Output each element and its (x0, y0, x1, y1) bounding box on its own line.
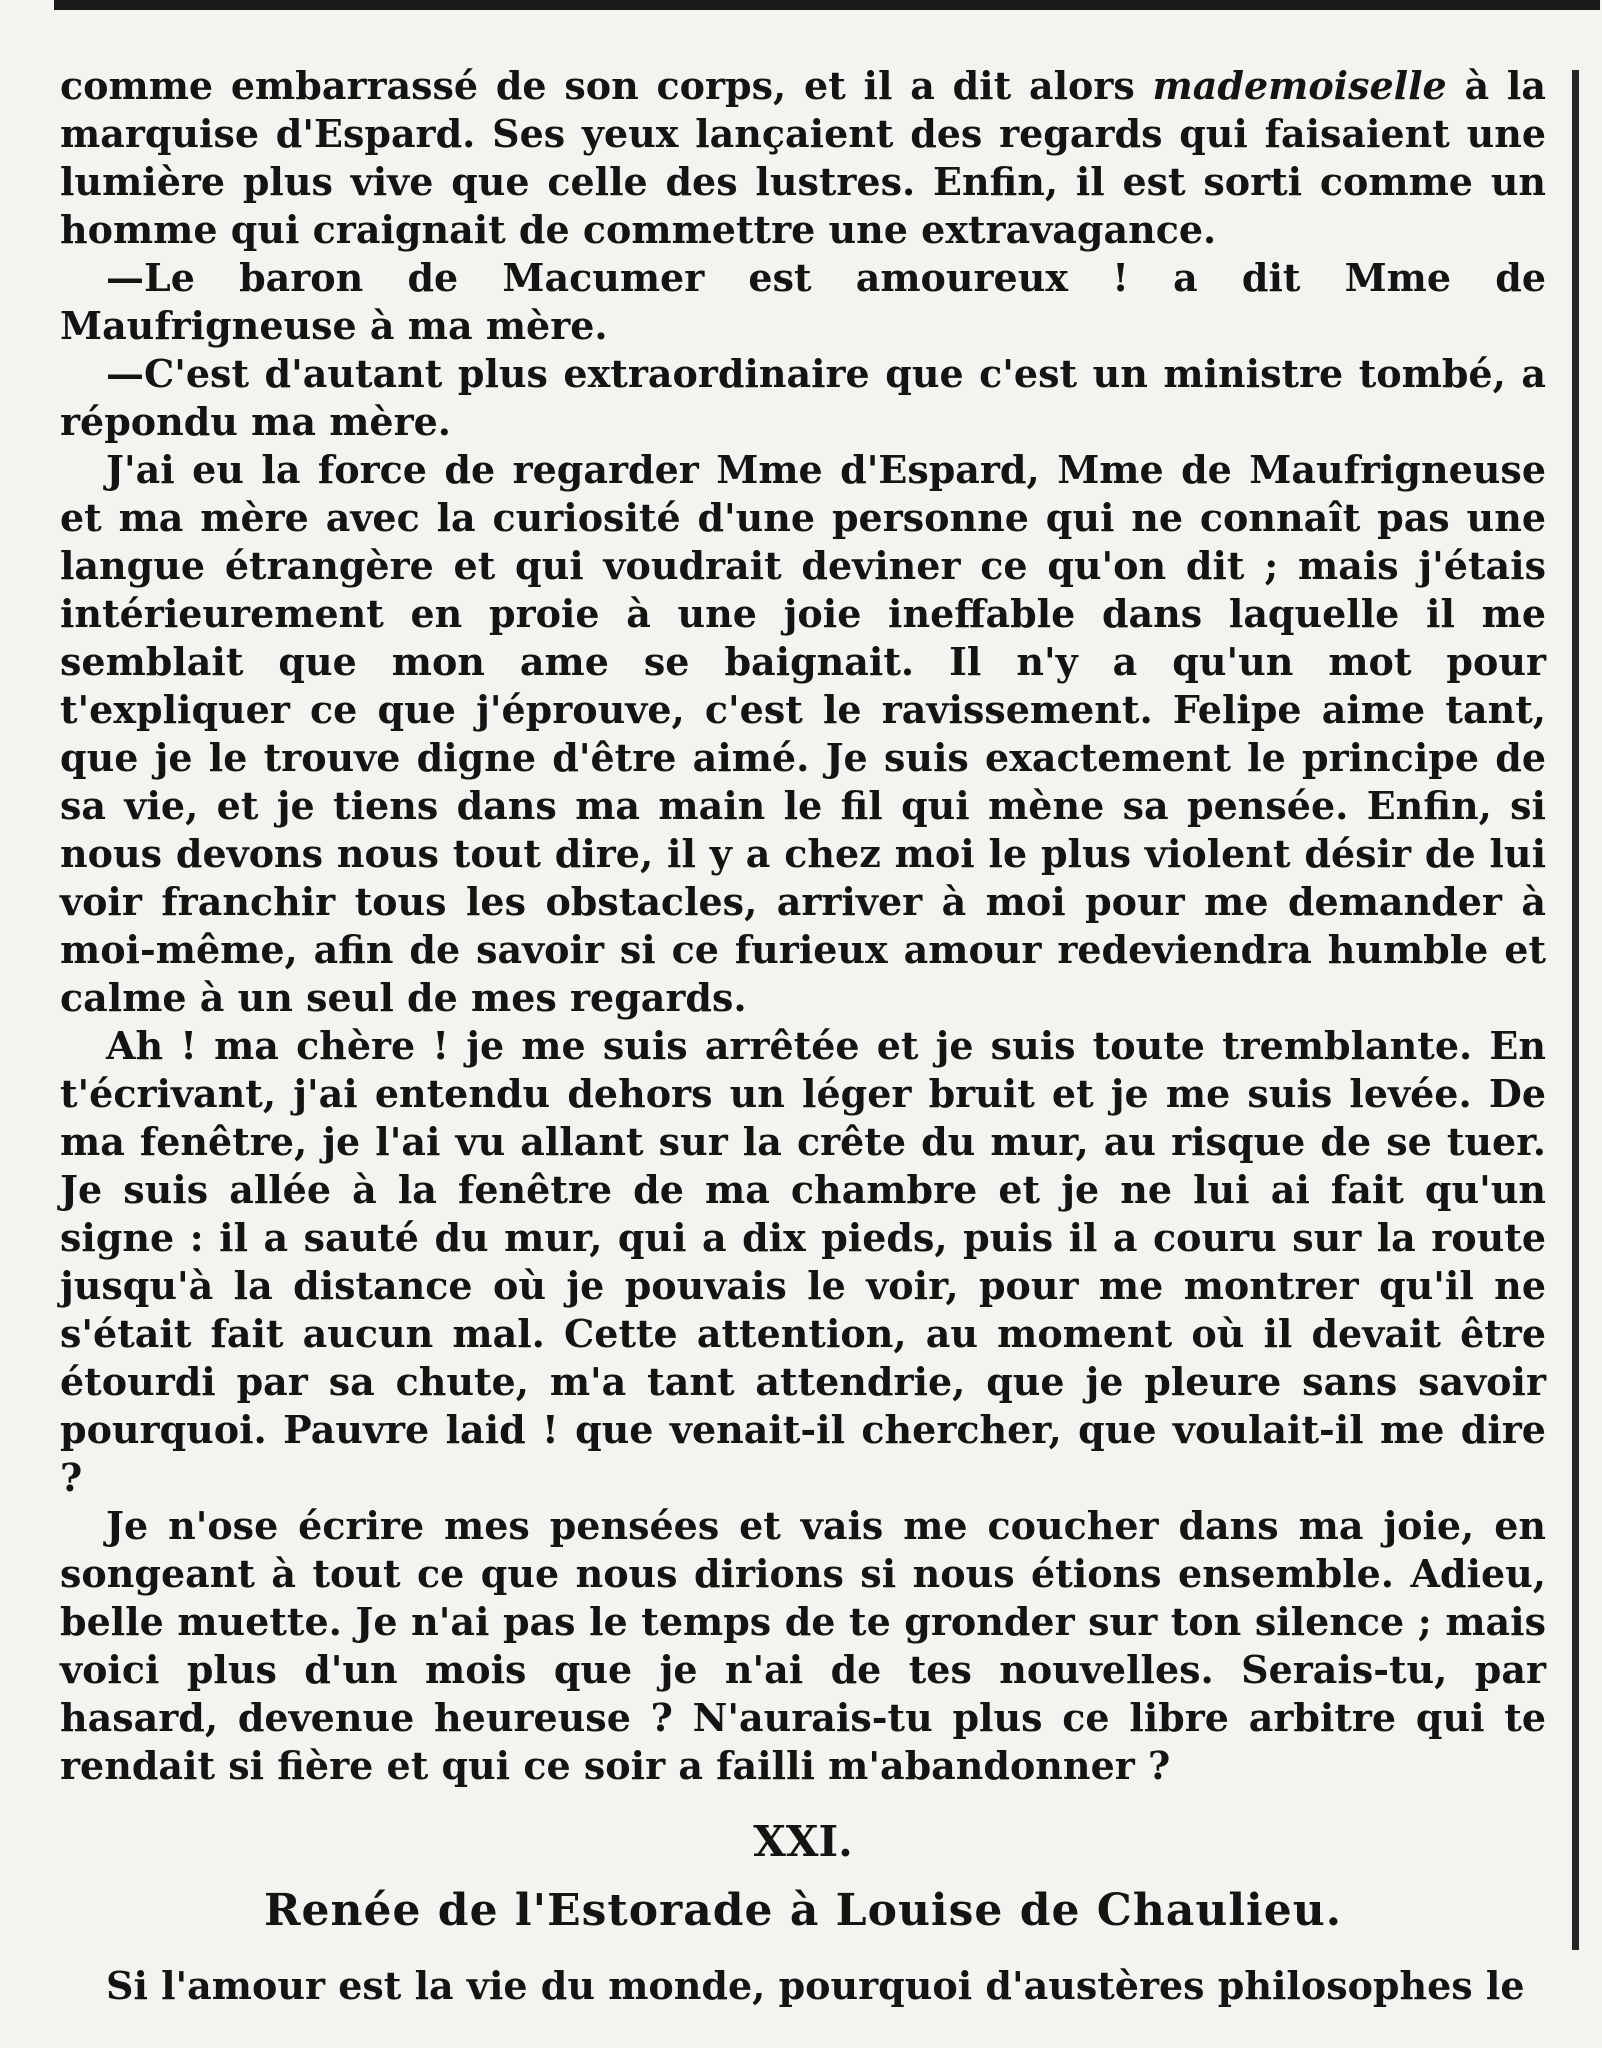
chapter-title: Renée de l'Estorade à Louise de Chaulieu. (263, 1885, 1343, 1936)
paragraph-1-italic: mademoiselle (1152, 63, 1447, 108)
paragraph-2: —Le baron de Macumer est amoureux ! a dit Mme de Maufrigneuse à ma mère. (60, 255, 1546, 348)
paragraph-1-tail: à la marquise d'Espard. Ses yeux lançaient des regards qui faisaient une lumière plus vive que celle des lustres. Enfin, il est sorti comme un homme qui craignait de commettre une extravagance. (60, 63, 1546, 252)
paragraph-4: J'ai eu la force de regarder Mme d'Espard, Mme de Maufrigneuse et ma mère avec la curiosité d'une personne qui ne connaît pas une langue étrangère et qui voudrait deviner ce qu'on dit ; mais j'étais intérieurement en proie à une joie ineffable dans laquelle il me semblait que mon ame se baignait. Il n'y a qu'un mot pour t'expliquer ce que j'éprouve, c'est le ravissement. Felipe aime tant, que je le trouve digne d'être aimé. Je suis exactement le principe de sa vie, et je tiens dans ma main le fil qui mène sa pensée. Enfin, si nous devons nous tout dire, il y a chez moi le plus violent désir de lui voir franchir tous les obstacles, arriver à moi pour me demander à moi-même, afin de savoir si ce furieux amour redeviendra humble et calme à un seul de mes regards. (60, 447, 1546, 1020)
article-column (60, 62, 1546, 2010)
paragraph-7: Si l'amour est la vie du monde, pourquoi d'austères philosophes le (106, 1963, 1525, 2008)
paragraph-1 (60, 62, 1546, 254)
paragraph-3: —C'est d'autant plus extraordinaire que c'est un ministre tombé, a répondu ma mère. (60, 351, 1546, 444)
paragraph-1-lead: comme embarrassé de son corps, et il a dit alors (60, 63, 1153, 108)
chapter-number: XXI. (753, 1817, 853, 1866)
paragraph-6: Je n'ose écrire mes pensées et vais me coucher dans ma joie, en songeant à tout ce que nous dirions si nous étions ensemble. Adieu, belle muette. Je n'ai pas le temps de te gronder sur ton silence ; mais voici plus d'un mois que je n'ai de tes nouvelles. Serais-tu, par hasard, devenue heureuse ? N'aurais-tu plus ce libre arbitre qui te rendait si fière et qui ce soir a failli m'abandonner ? (60, 1503, 1546, 1788)
column-rule (1572, 70, 1579, 1950)
paragraph-5: Ah ! ma chère ! je me suis arrêtée et je suis toute tremblante. En t'écrivant, j'ai entendu dehors un léger bruit et je me suis levée. De ma fenêtre, je l'ai vu allant sur la crête du mur, au risque de se tuer. Je suis allée à la fenêtre de ma chambre et je ne lui ai fait qu'un signe : il a sauté du mur, qui a dix pieds, puis il a couru sur la route jusqu'à la distance où je pouvais le voir, pour me montrer qu'il ne s'était fait aucun mal. Cette attention, au moment où il devait être étourdi par sa chute, m'a tant attendrie, que je pleure sans savoir pourquoi. Pauvre laid ! que venait-il chercher, que voulait-il me dire ? (60, 1023, 1546, 1500)
top-rule (54, 0, 1600, 10)
